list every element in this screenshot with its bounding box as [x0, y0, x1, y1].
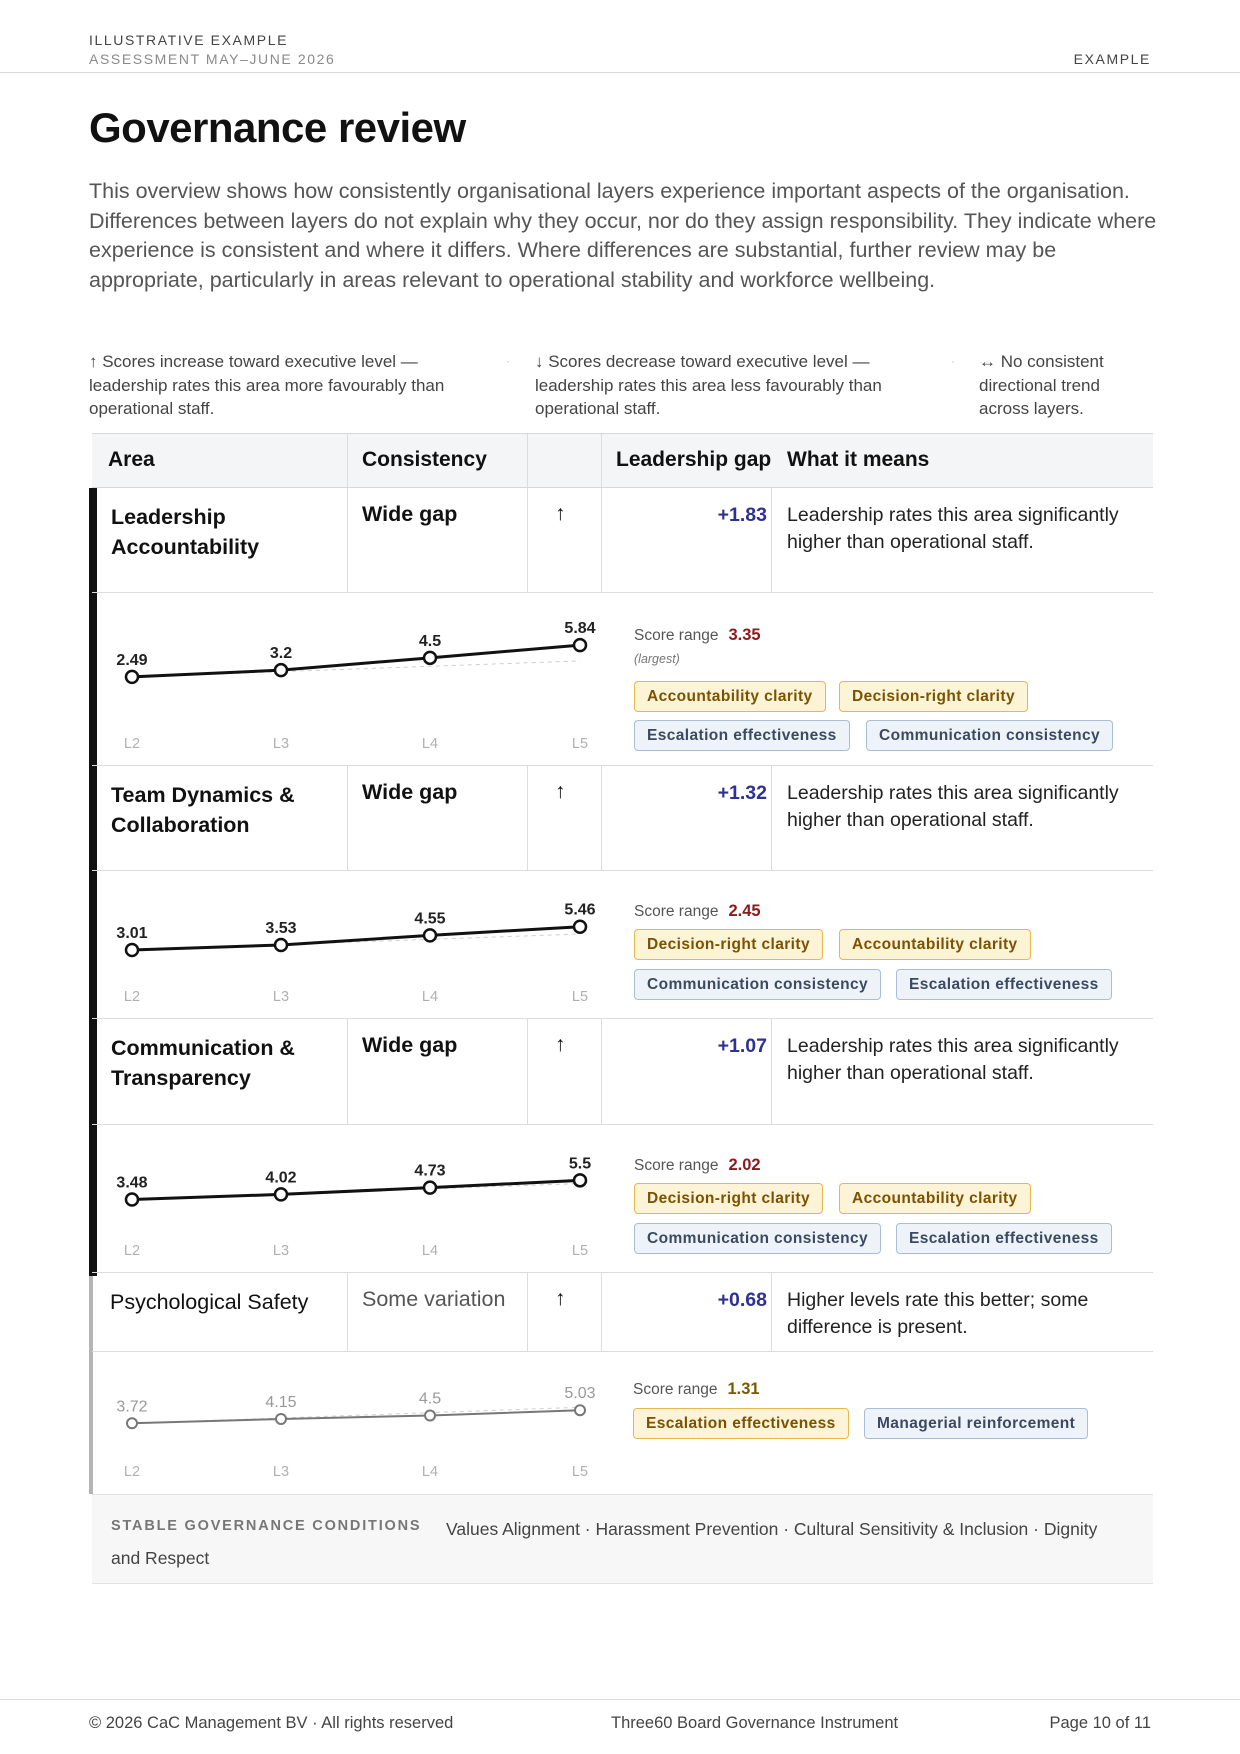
- data-label: 5.46: [564, 901, 596, 919]
- driver-tag: Escalation effectiveness: [634, 720, 850, 751]
- data-label: 3.53: [265, 920, 297, 938]
- consistency-label: Some variation: [362, 1287, 506, 1311]
- data-label: 4.55: [414, 910, 446, 928]
- data-label: 4.73: [414, 1162, 446, 1180]
- trend-line: [132, 645, 580, 677]
- driver-tag: Escalation effectiveness: [633, 1408, 849, 1439]
- level-label: L3: [272, 736, 290, 752]
- score-range-value: 2.45: [728, 902, 761, 920]
- data-point: [126, 671, 138, 683]
- legend-separator: ·: [506, 354, 510, 368]
- stable-conditions-label: STABLE GOVERNANCE CONDITIONS: [111, 1518, 422, 1534]
- driver-tag: Managerial reinforcement: [864, 1408, 1088, 1439]
- data-label: 2.49: [116, 651, 148, 669]
- data-label: 5.5: [568, 1155, 592, 1173]
- score-range: Score range 2.45: [634, 902, 761, 920]
- trend-chart-row: [92, 1352, 1153, 1494]
- area-name: Leadership Accountability: [111, 505, 260, 559]
- score-range-value: 1.31: [727, 1380, 760, 1398]
- trend-line: [132, 1180, 580, 1199]
- score-range-value: 2.02: [728, 1156, 761, 1174]
- data-point: [574, 639, 586, 651]
- driver-tag: Escalation effectiveness: [896, 969, 1112, 1000]
- page-header: [0, 0, 1240, 73]
- trend-chart: [92, 1352, 612, 1494]
- data-label: 5.84: [564, 620, 596, 638]
- data-point: [425, 1411, 435, 1421]
- what-it-means-text: Leadership rates this area significantly higher than operational staff.: [787, 504, 1119, 553]
- page-footer: [0, 1699, 1240, 1754]
- area-name: Psychological Safety: [110, 1290, 309, 1314]
- table-row: Team Dynamics & Collaboration Wide gap ↑ +1.32 Leadership rates this area significantly higher than operational staff.: [92, 766, 1153, 871]
- data-point: [574, 1174, 586, 1186]
- data-label: 5.03: [564, 1385, 596, 1403]
- trend-up-icon: ↑: [555, 1287, 566, 1310]
- stable-conditions-list: Values Alignment · Harassment Prevention · Cultural Sensitivity & Inclusion · Dignity and Respect: [111, 1519, 1098, 1568]
- consistency-label: Wide gap: [362, 502, 458, 526]
- footer-copyright: © 2026 CaC Management BV · All rights reserved: [89, 1714, 454, 1732]
- trend-line: [132, 927, 580, 950]
- footer-page-number: Page 10 of 11: [1049, 1714, 1151, 1732]
- what-it-means-text: Higher levels rate this better; some difference is present.: [787, 1289, 1089, 1338]
- trend-chart-row: [92, 1125, 1153, 1273]
- level-label: L4: [421, 1464, 439, 1480]
- footer-instrument-name: Three60 Board Governance Instrument: [611, 1714, 899, 1732]
- level-label: L3: [272, 1464, 290, 1480]
- trend-chart-row: [92, 593, 1153, 766]
- level-label: L5: [571, 1243, 589, 1259]
- header-label: ILLUSTRATIVE EXAMPLE: [89, 32, 289, 48]
- score-range-value: 3.35: [728, 626, 761, 644]
- trend-up-icon: ↑: [555, 502, 566, 525]
- data-point: [575, 1405, 585, 1415]
- driver-tag: Decision-right clarity: [634, 1183, 823, 1214]
- data-label: 3.48: [116, 1174, 148, 1192]
- level-label: L5: [571, 989, 589, 1005]
- data-label: 4.02: [265, 1169, 297, 1187]
- consistency-label: Wide gap: [362, 1033, 458, 1057]
- data-point: [275, 939, 287, 951]
- legend-none: ↔ No consistent directional trend across layers.: [979, 352, 1104, 418]
- header-assessment-period: ASSESSMENT MAY–JUNE 2026: [89, 51, 336, 67]
- legend-down: ↓ Scores decrease toward executive level — leadership rates this area less favourably than operational staff.: [535, 352, 882, 418]
- data-point: [276, 1414, 286, 1424]
- score-range: Score range 3.35: [634, 626, 761, 644]
- data-label: 4.5: [418, 632, 442, 650]
- page-title: Governance review: [89, 104, 466, 151]
- driver-tag: Communication consistency: [634, 1223, 881, 1254]
- level-label: L2: [123, 1243, 141, 1259]
- table-row: Communication & Transparency Wide gap ↑ +1.07 Leadership rates this area significantly higher than operational staff.: [92, 1019, 1153, 1125]
- level-label: L4: [421, 736, 439, 752]
- data-label: 4.15: [265, 1394, 297, 1411]
- area-name: Communication & Transparency: [111, 1036, 295, 1090]
- data-label: 3.2: [269, 645, 293, 663]
- driver-tag: Decision-right clarity: [634, 929, 823, 960]
- header-right-label: EXAMPLE: [1073, 51, 1151, 67]
- header-consistency: Consistency: [362, 448, 487, 471]
- driver-tag: Accountability clarity: [634, 681, 826, 712]
- level-label: L4: [421, 1243, 439, 1259]
- driver-tag: Decision-right clarity: [839, 681, 1028, 712]
- score-range-note: (largest): [634, 652, 680, 666]
- score-range: Score range 1.31: [633, 1380, 760, 1398]
- driver-tag: Accountability clarity: [839, 929, 1031, 960]
- level-label: L2: [123, 736, 141, 752]
- stable-conditions-panel: [92, 1494, 1153, 1584]
- data-point: [424, 652, 436, 664]
- table-row: Psychological Safety Some variation ↑ +0.68 Higher levels rate this better; some difference is present.: [92, 1273, 1153, 1352]
- driver-tag: Communication consistency: [866, 720, 1113, 751]
- intro-paragraph: This overview shows how consistently organisational layers experience important aspects of the organisation. Differences between layers do not explain why they occur, nor do they assign responsibility. They indicate where experience is consistent and where it differs. Where differences are substantial, further review may be appropriate, particularly in areas relevant to operational stability and workforce wellbeing.: [89, 179, 1157, 292]
- trend-up-icon: ↑: [555, 780, 566, 803]
- data-point: [126, 944, 138, 956]
- level-label: L2: [123, 989, 141, 1005]
- table-header: [92, 433, 1153, 488]
- header-leadership-gap: Leadership gap: [616, 448, 772, 471]
- data-point: [424, 929, 436, 941]
- driver-tag: Escalation effectiveness: [896, 1223, 1112, 1254]
- trend-chart: [92, 1125, 612, 1273]
- legend-up: ↑ Scores increase toward executive level — leadership rates this area more favourably than operational staff.: [89, 352, 445, 418]
- level-label: L3: [272, 989, 290, 1005]
- data-point: [126, 1194, 138, 1206]
- header-what-it-means: What it means: [787, 448, 930, 471]
- driver-tag: Accountability clarity: [839, 1183, 1031, 1214]
- level-label: L5: [571, 1464, 589, 1480]
- header-area: Area: [108, 448, 155, 471]
- data-point: [424, 1182, 436, 1194]
- level-label: L2: [123, 1464, 141, 1480]
- data-point: [127, 1418, 137, 1428]
- data-point: [275, 664, 287, 676]
- data-point: [574, 921, 586, 933]
- data-label: 3.72: [116, 1398, 148, 1416]
- level-label: L5: [571, 736, 589, 752]
- data-label: 4.5: [418, 1390, 442, 1408]
- trend-up-icon: ↑: [555, 1033, 566, 1056]
- driver-tag: Communication consistency: [634, 969, 881, 1000]
- score-range: Score range 2.02: [634, 1156, 761, 1174]
- consistency-label: Wide gap: [362, 780, 458, 804]
- trend-line: [132, 1410, 580, 1423]
- data-label: 3.01: [116, 924, 148, 942]
- what-it-means-text: Leadership rates this area significantly higher than operational staff.: [787, 1035, 1119, 1084]
- trend-chart-row: [92, 871, 1153, 1019]
- legend-separator: ·: [951, 354, 955, 368]
- data-point: [275, 1188, 287, 1200]
- level-label: L3: [272, 1243, 290, 1259]
- level-label: L4: [421, 989, 439, 1005]
- table-row: Leadership Accountability Wide gap ↑ +1.83 Leadership rates this area significantly higher than operational staff.: [92, 488, 1153, 593]
- trend-chart: [92, 871, 612, 1019]
- area-name: Team Dynamics & Collaboration: [111, 783, 295, 837]
- what-it-means-text: Leadership rates this area significantly higher than operational staff.: [787, 782, 1119, 831]
- trend-chart: [92, 593, 612, 766]
